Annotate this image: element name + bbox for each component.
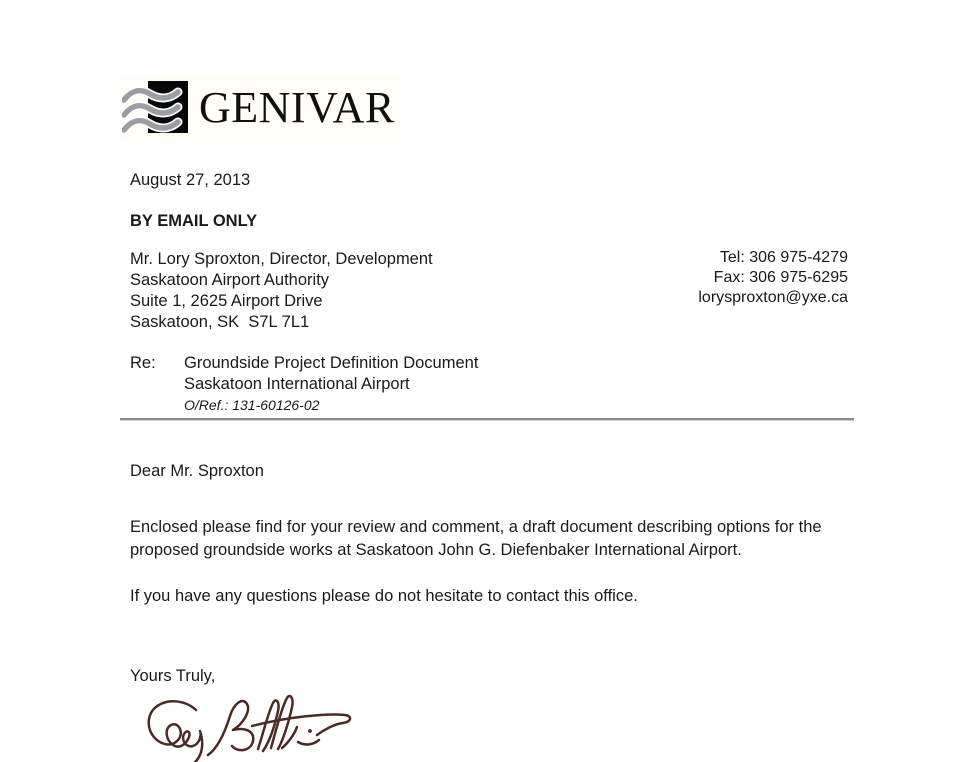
contact-email: lorysproxton@yxe.ca <box>698 289 848 306</box>
contact-info <box>698 248 848 308</box>
body-paragraph-2: If you have any questions please do not hesitate to contact this office. <box>130 587 638 605</box>
contact-tel: Tel: 306 975-4279 <box>719 249 848 266</box>
subject-block <box>130 353 478 415</box>
recipient-line-city: Saskatoon, SK S7L 7L1 <box>130 313 310 331</box>
recipient-line-street: Suite 1, 2625 Airport Drive <box>130 292 323 310</box>
subject-line-2: Saskatoon International Airport <box>184 375 410 393</box>
recipient-line-org: Saskatoon Airport Authority <box>130 271 330 289</box>
closing: Yours Truly, <box>130 667 216 685</box>
handwritten-signature <box>132 690 392 762</box>
subject-content <box>184 353 478 415</box>
subject-reference: O/Ref.: 131-60126-02 <box>184 397 320 413</box>
waves-square-logo-icon <box>122 79 190 141</box>
delivery-method: BY EMAIL ONLY <box>130 212 258 230</box>
subject-label: Re: <box>130 354 156 372</box>
subject-line-1: Groundside Project Definition Document <box>184 354 479 372</box>
body-paragraph-1: Enclosed please find for your review and comment, a draft document describing options for the proposed groundside works at Saskatoon John G. Diefenbaker International Airport. <box>130 518 822 559</box>
contact-fax: Fax: 306 975-6295 <box>713 269 848 286</box>
divider-line <box>120 418 854 421</box>
recipient-address <box>130 249 433 333</box>
recipient-line-name: Mr. Lory Sproxton, Director, Development <box>130 250 433 268</box>
letter-date: August 27, 2013 <box>130 171 251 189</box>
letterhead <box>120 78 401 142</box>
salutation: Dear Mr. Sproxton <box>130 462 264 480</box>
brand-name: GENIVAR <box>199 83 395 132</box>
